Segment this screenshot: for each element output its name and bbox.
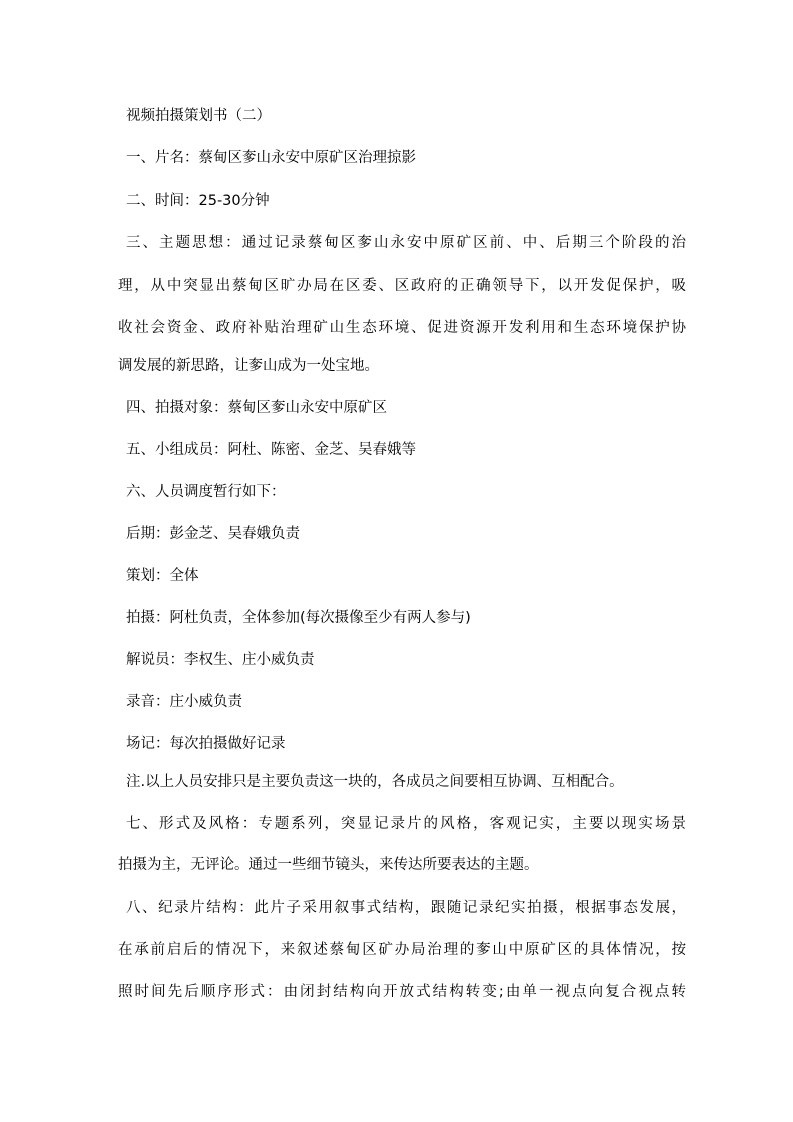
staff-narrator: 解说员：李权生、庄小威负责 [126, 652, 315, 668]
item-theme-line-4: 调发展的新思路，让奓山成为一处宝地。 [118, 358, 379, 374]
item-structure-line-2: 在承前启后的情况下，来叙述蔡甸区矿办局治理的奓山中原矿区的具体情况，按 [118, 942, 686, 958]
item-structure-line-1: 八、纪录片结构：此片子采用叙事式结构，跟随记录纪实拍摄，根据事态发展， [126, 900, 686, 916]
item-title-name: 一、片名：蔡甸区奓山永安中原矿区治理掠影 [126, 150, 416, 166]
item-members: 五、小组成员：阿杜、陈密、金芝、吴春娥等 [126, 442, 416, 458]
staff-log: 场记：每次拍摄做好记录 [126, 736, 286, 752]
item-style-line-1: 七、形式及风格：专题系列，突显记录片的风格，客观记实，主要以现实场景 [126, 816, 686, 832]
item-structure-line-3: 照时间先后顺序形式：由闭封结构向开放式结构转变;由单一视点向复合视点转 [118, 984, 686, 1000]
staff-shooting: 拍摄：阿杜负责，全体参加(每次摄像至少有两人参与) [126, 610, 471, 626]
item-duration: 二、时间：25-30分钟 [126, 193, 270, 209]
item-style-line-2: 拍摄为主，无评论。通过一些细节镜头，来传达所要表达的主题。 [118, 857, 539, 873]
staffing-note: 注.以上人员安排只是主要负责这一块的，各成员之间要相互协调、互相配合。 [126, 774, 624, 790]
item-theme-line-3: 收社会资金、政府补贴治理矿山生态环境、促进资源开发利用和生态环境保护协 [118, 320, 686, 336]
staff-audio: 录音：庄小威负责 [126, 694, 242, 710]
document-title: 视频拍摄策划书（二） [126, 108, 271, 124]
item-theme-line-2: 理，从中突显出蔡甸区旷办局在区委、区政府的正确领导下，以开发促保护，吸 [118, 278, 686, 294]
staff-post-production: 后期：彭金芝、吴春娥负责 [126, 526, 300, 542]
staff-planning: 策划：全体 [126, 568, 199, 584]
item-subject: 四、拍摄对象：蔡甸区奓山永安中原矿区 [126, 400, 387, 416]
item-staffing-heading: 六、人员调度暂行如下： [126, 484, 286, 500]
item-theme-line-1: 三、主题思想：通过记录蔡甸区奓山永安中原矿区前、中、后期三个阶段的治 [126, 235, 686, 251]
